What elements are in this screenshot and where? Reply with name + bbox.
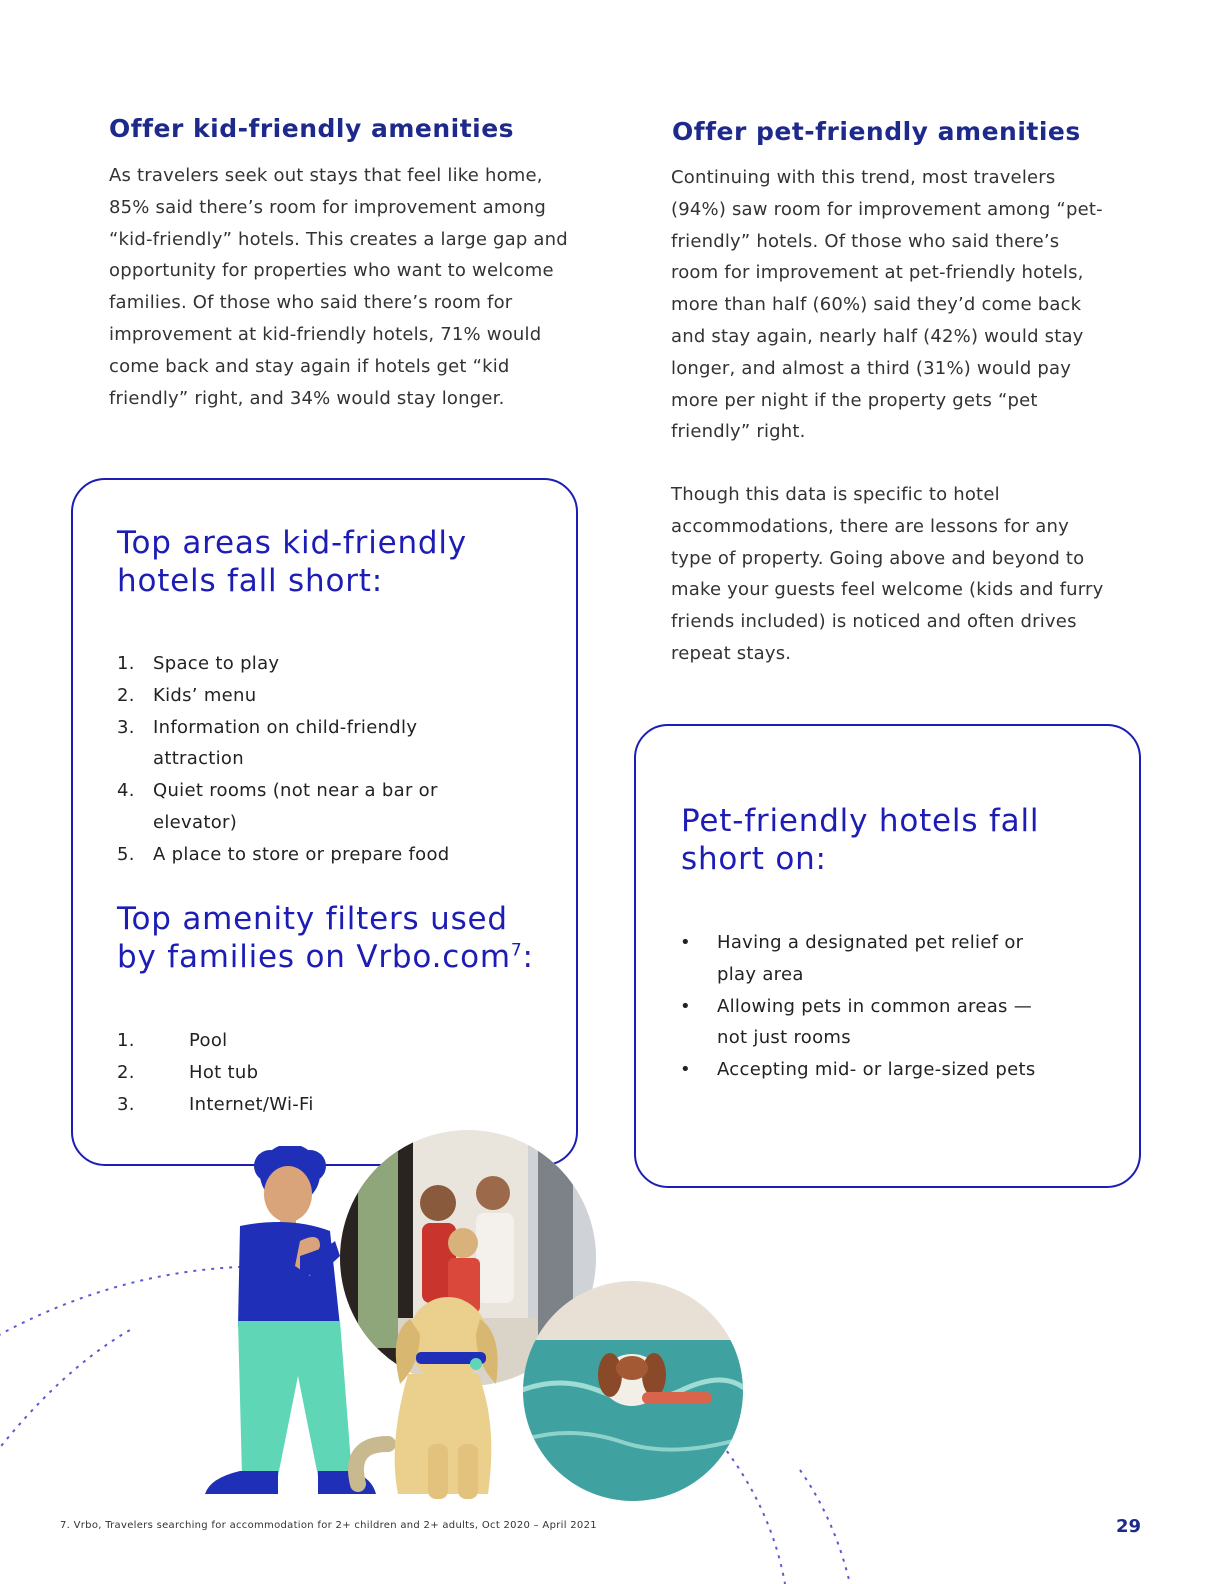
pet-box-title: Pet-friendly hotels fall short on:: [681, 803, 1040, 877]
bullet-icon: •: [680, 1059, 691, 1081]
list-item: [117, 775, 473, 839]
list-number: 3.: [117, 716, 135, 738]
list-item: [117, 839, 497, 871]
list-number: 5.: [117, 843, 135, 865]
dog-swimming-photo: [522, 1280, 744, 1502]
list-item-text: Allowing pets in common areas — not just rooms: [717, 995, 1033, 1049]
list-number: 2.: [117, 1061, 135, 1083]
list-item: [117, 648, 497, 680]
list-item-text: Information on child-friendly attraction: [153, 716, 418, 770]
pet-shortfalls-list: [680, 927, 1080, 1086]
list-number: 3.: [117, 1093, 135, 1115]
list-item: [117, 1057, 497, 1089]
bullet-icon: •: [680, 995, 691, 1017]
filters-title-text: Top amenity filters used by families on Vrbo.com: [117, 901, 511, 975]
footnote: 7. Vrbo, Travelers searching for accommodation for 2+ children and 2+ adults, Oct 2020 – April 2021: [60, 1520, 597, 1531]
footnote-marker: 7: [510, 940, 523, 961]
list-item: [680, 927, 1052, 991]
list-item-text: Pool: [189, 1030, 228, 1051]
list-item: [117, 712, 453, 776]
list-item-text: Internet/Wi-Fi: [189, 1093, 314, 1115]
list-item-text: Accepting mid- or large-sized pets: [717, 1059, 1036, 1081]
list-item-text: Quiet rooms (not near a bar or elevator): [153, 780, 438, 833]
list-number: 1.: [117, 653, 135, 674]
list-item-text: Kids’ menu: [153, 684, 257, 706]
kid-friendly-heading: Offer kid-friendly amenities: [109, 114, 515, 143]
kid-box-title: Top areas kid-friendly hotels fall short:: [117, 525, 467, 599]
list-item: [117, 1089, 497, 1121]
page-number: 29: [1116, 1516, 1142, 1537]
filters-title: [117, 900, 557, 976]
list-number: 4.: [117, 780, 135, 802]
list-item: [117, 680, 497, 712]
list-item: [117, 1025, 497, 1057]
list-item-text: A place to store or prepare food: [153, 843, 450, 865]
list-number: 1.: [117, 1030, 135, 1051]
list-item: [680, 1054, 1080, 1086]
kid-friendly-paragraph: As travelers seek out stays that feel like home, 85% said there’s room for improvement among “kid-friendly” hotels. This creates a large gap and opportunity for properties who want to welcome families. Of those who said there’s room for improvement at kid-friendly hotels, 71% would come back and stay again if hotels get “kid friendly” right, and 34% would stay longer.: [109, 165, 568, 409]
list-item-text: Space to play: [153, 653, 280, 674]
list-item-text: Having a designated pet relief or play area: [717, 932, 1024, 985]
list-item-text: Hot tub: [189, 1061, 259, 1083]
pet-friendly-paragraph-1: Continuing with this trend, most travelers (94%) saw room for improvement among “pet-friendly” hotels. Of those who said there’s room for improvement at pet-friendly hotels, more than half (60%) said they’d come back and stay again, nearly half (42%) would stay longer, and almost a third (31%) would pay more per night if the property gets “pet friendly” right.: [671, 167, 1103, 443]
filters-title-colon: :: [522, 939, 534, 975]
kid-shortfalls-list: [117, 648, 497, 871]
list-number: 2.: [117, 684, 135, 706]
list-item: [680, 991, 1062, 1055]
dog-illustration: [348, 1294, 518, 1504]
bullet-icon: •: [680, 932, 691, 953]
pet-friendly-paragraph-2: Though this data is specific to hotel accommodations, there are lessons for any type of property. Going above and beyond to make your guests feel welcome (kids and furry friends included) is noticed and often drives repeat stays.: [671, 484, 1104, 664]
amenity-filters-list: [117, 1025, 497, 1120]
pet-friendly-heading: Offer pet-friendly amenities: [672, 117, 1081, 146]
